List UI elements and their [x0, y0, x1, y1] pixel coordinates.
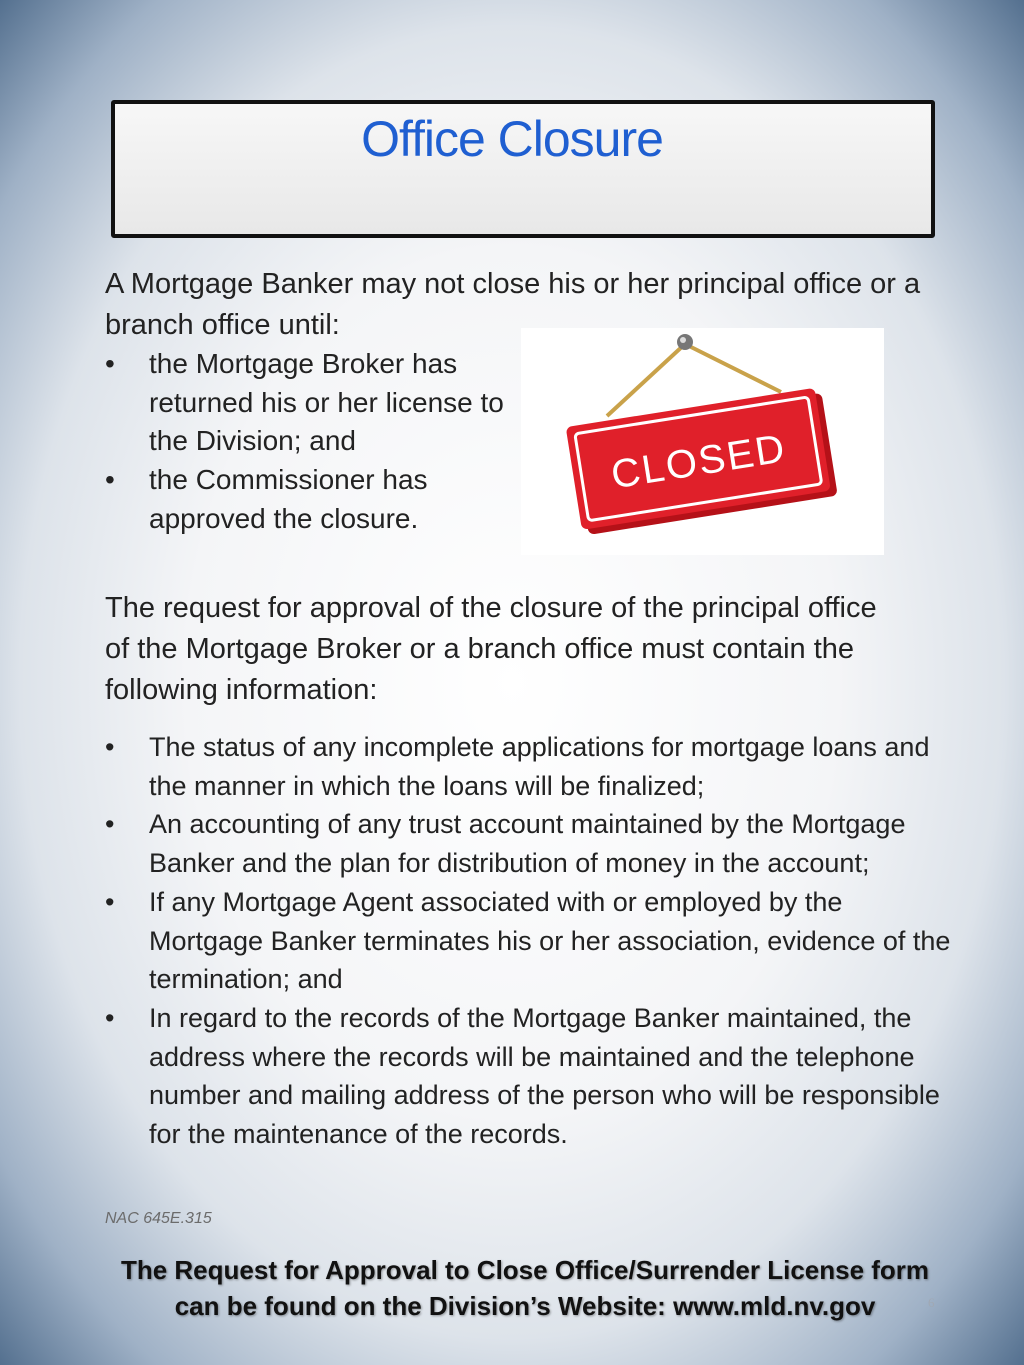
- condition-text: the Mortgage Broker has returned his or her license to the Division; and: [149, 348, 504, 457]
- requirement-text: The status of any incomplete applications for mortgage loans and the manner in which the loans will be finalized;: [149, 732, 930, 801]
- bullet-icon: •: [105, 732, 115, 762]
- bullet-icon: •: [105, 886, 115, 917]
- footer-note: [100, 1252, 950, 1324]
- list-item: [105, 728, 955, 805]
- list-item: [105, 883, 955, 999]
- closed-sign-image: [521, 328, 884, 555]
- list-item: [105, 461, 525, 538]
- footer-line-1: The Request for Approval to Close Office/Surrender License form: [120, 1255, 930, 1285]
- list-item: [105, 805, 955, 882]
- bullet-icon: •: [105, 809, 115, 840]
- sign-text: CLOSED: [608, 426, 790, 498]
- slide-number: 6: [928, 1295, 935, 1310]
- condition-text: the Commissioner has approved the closure.: [149, 464, 428, 534]
- requirements-list: [105, 728, 955, 1154]
- requirement-text: An accounting of any trust account maintained by the Mortgage Banker and the plan for distribution of money in the account;: [149, 809, 906, 879]
- requirement-text: In regard to the records of the Mortgage Banker maintained, the address where the records will be maintained and the telephone number and mailing address of the person who will be responsible for the maintenance of the records.: [149, 1002, 940, 1150]
- bullet-icon: •: [105, 464, 115, 496]
- closed-sign-icon: [521, 328, 884, 555]
- footer-line-2: can be found on the Division’s Website: www.mld.nv.gov: [174, 1291, 876, 1321]
- bullet-icon: •: [105, 348, 115, 379]
- list-item: [105, 345, 525, 461]
- list-item: [105, 999, 955, 1154]
- page-title: Office Closure: [361, 111, 663, 167]
- intro-paragraph: A Mortgage Banker may not close his or her principal office or a branch office until:: [105, 268, 921, 341]
- request-paragraph: The request for approval of the closure of the principal office of the Mortgage Broker or a branch office must contain the following information:: [105, 592, 877, 706]
- bullet-icon: •: [105, 1002, 115, 1033]
- requirement-text: If any Mortgage Agent associated with or employed by the Mortgage Banker terminates his or her association, evidence of the termination; and: [149, 886, 951, 995]
- conditions-list: [105, 345, 525, 539]
- citation: NAC 645E.315: [105, 1210, 212, 1227]
